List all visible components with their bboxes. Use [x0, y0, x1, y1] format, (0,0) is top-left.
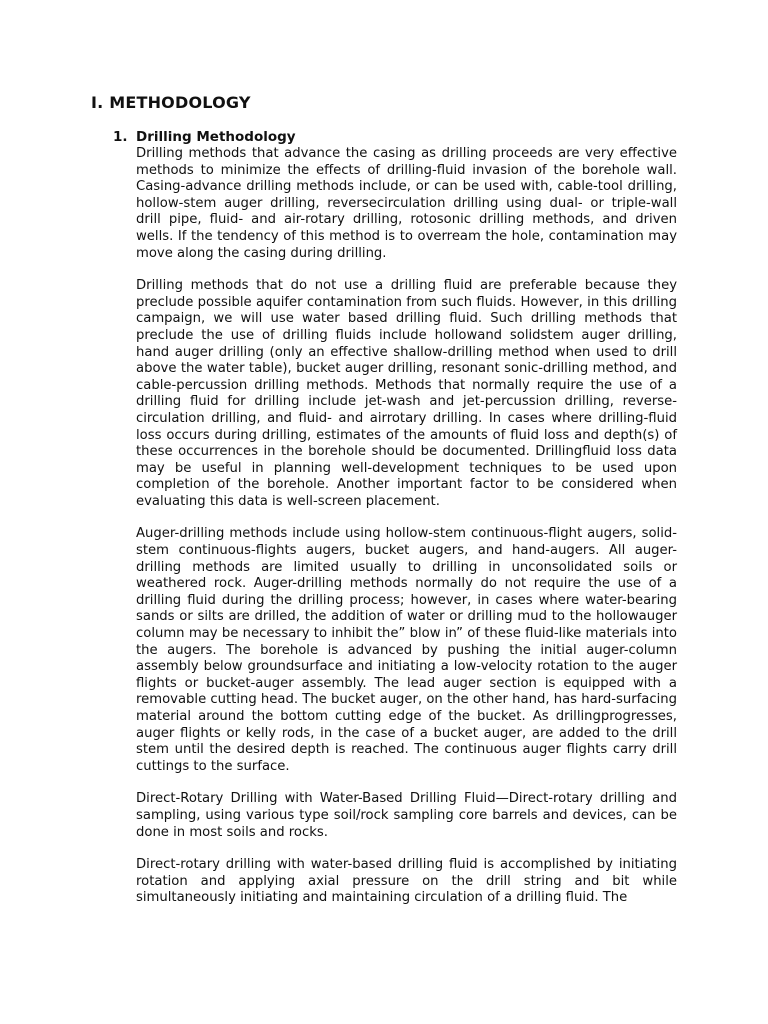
- paragraph-drilling-fluid: Drilling methods that do not use a drilling fluid are preferable because they preclude possible aquifer contamination from such fluids. However, in this drilling campaign, we will use water based drilling fluid. Such drilling methods that preclude the use of drilling fluids include hollowand solidstem auger drilling, hand auger drilling (only an effective shallow-drilling method when used to drill above the water table), bucket auger drilling, resonant sonic-drilling method, and cable-percussion drilling methods. Methods that normally require the use of a drilling fluid for drilling include jet-wash and jet-percussion drilling, reverse-circulation drilling, and fluid- and airrotary drilling. In cases where drilling-fluid loss occurs during drilling, estimates of the amounts of fluid loss and depth(s) of these occurrences in the borehole should be documented. Drillingfluid loss data may be useful in planning well-development techniques to be used upon completion of the borehole. Another important factor to be considered when evaluating this data is well-screen placement.: [136, 278, 677, 509]
- paragraph-auger-drilling: Auger-drilling methods include using hollow-stem continuous-flight augers, solid-stem continuous-flights augers, bucket augers, and hand-augers. All auger-drilling methods are limited usually to drilling in unconsolidated soils or weathered rock. Auger-drilling methods normally do not require the use of a drilling fluid during the drilling process; however, in cases where water-bearing sands or silts are drilled, the addition of water or drilling mud to the hollowauger column may be necessary to inhibit the” blow in” of these fluid-like materials into the augers. The borehole is advanced by pushing the initial auger-column assembly below groundsurface and initiating a low-velocity rotation to the auger flights or bucket-auger assembly. The lead auger section is equipped with a removable cutting head. The bucket auger, on the other hand, has hard-surfacing material around the bottom cutting edge of the bucket. As drillingprogresses, auger flights or kelly rods, in the case of a bucket auger, are added to the drill stem until the desired depth is reached. The continuous auger flights carry drill cuttings to the surface.: [136, 526, 677, 774]
- subsection-heading: [113, 129, 296, 145]
- body-text: [136, 146, 677, 923]
- subsection-title: Drilling Methodology: [136, 129, 296, 145]
- paragraph-direct-rotary-process: Direct-rotary drilling with water-based drilling fluid is accomplished by initiating rotation and applying axial pressure on the drill string and bit while simultaneously initiating and maintaining circulation of a drilling fluid. The: [136, 857, 677, 906]
- paragraph-casing-advance: Drilling methods that advance the casing as drilling proceeds are very effective methods to minimize the effects of drilling-fluid invasion of the borehole wall. Casing-advance drilling methods include, or can be used with, cable-tool drilling, hollow-stem auger drilling, reversecirculation drilling using dual- or triple-wall drill pipe, fluid- and air-rotary drilling, rotosonic drilling methods, and driven wells. If the tendency of this method is to overream the hole, contamination may move along the casing during drilling.: [136, 146, 677, 261]
- paragraph-direct-rotary-intro: Direct-Rotary Drilling with Water-Based Drilling Fluid—Direct-rotary drilling and sampling, using various type soil/rock sampling core barrels and devices, can be done in most soils and rocks.: [136, 791, 677, 840]
- subsection-number: 1.: [113, 129, 128, 145]
- section-title: I. METHODOLOGY: [91, 93, 251, 112]
